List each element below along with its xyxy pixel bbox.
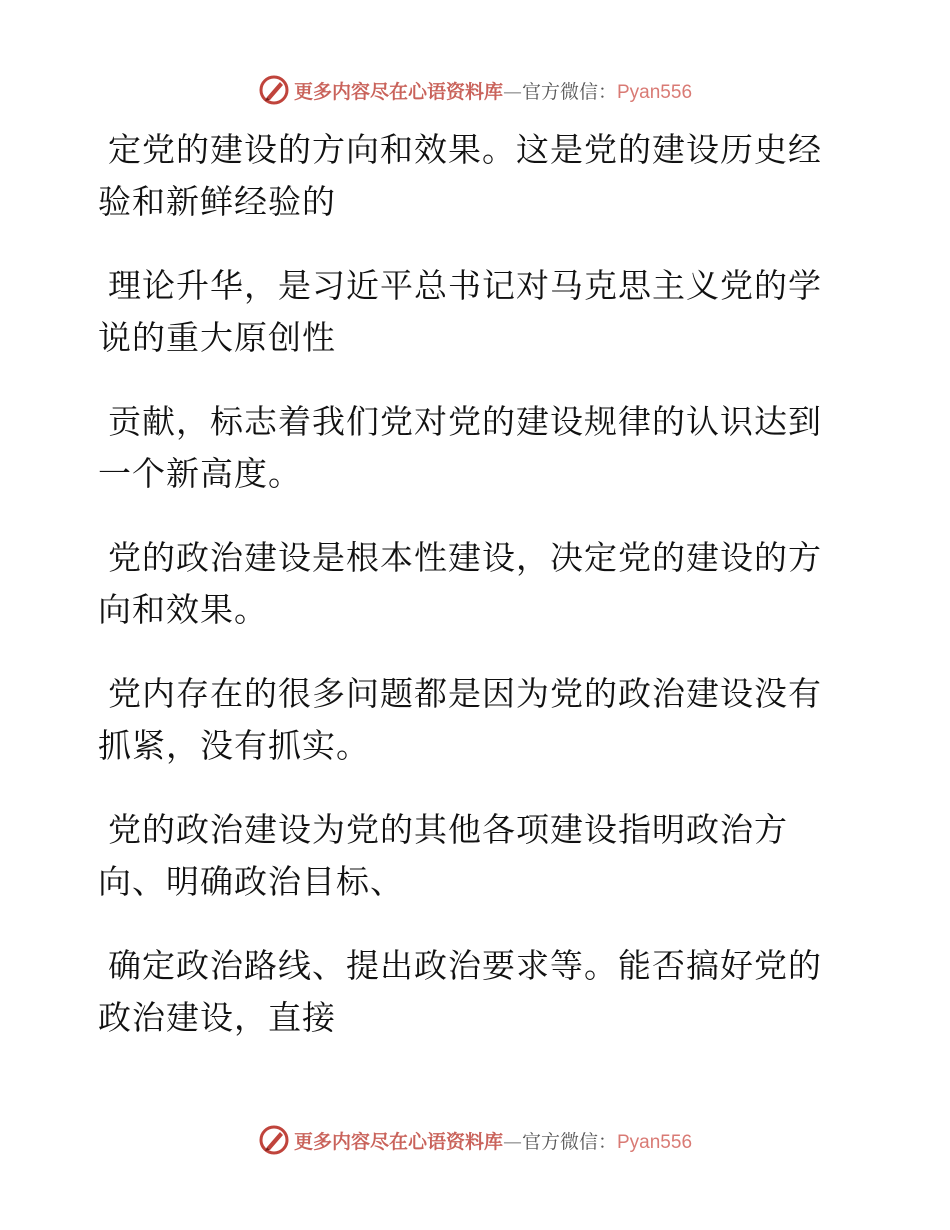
header-wechat-id: Pyan556 <box>617 81 693 103</box>
paragraph-line: 向、明确政治目标、 <box>98 862 404 901</box>
paragraph-line: 抓紧，没有抓实。 <box>98 726 370 765</box>
header-wechat-label: 官方微信： <box>521 80 617 103</box>
header-banner-text <box>294 77 692 104</box>
paragraph-line: 确定政治路线、提出政治要求等。能否搞好党的 <box>108 946 822 985</box>
paragraph-line: 政治建设，直接 <box>98 998 336 1037</box>
footer-promo-text: 更多内容尽在心语资料库 <box>293 1130 503 1153</box>
paragraph-line: 党内存在的很多问题都是因为党的政治建设没有 <box>108 674 822 713</box>
paragraph-line: 向和效果。 <box>98 590 268 629</box>
footer-separator: — <box>502 1130 522 1153</box>
paragraph <box>98 804 838 908</box>
header-separator: — <box>502 80 522 103</box>
footer-wechat-id: Pyan556 <box>617 1131 693 1153</box>
document-body <box>98 124 838 1076</box>
header-promo-text: 更多内容尽在心语资料库 <box>293 80 503 103</box>
paragraph <box>98 260 838 364</box>
footer-wechat-label: 官方微信： <box>521 1130 617 1153</box>
paragraph-line: 党的政治建设为党的其他各项建设指明政治方 <box>108 810 788 849</box>
paragraph-line: 说的重大原创性 <box>98 318 336 357</box>
paragraph <box>98 124 838 228</box>
footer-banner <box>0 1120 950 1160</box>
paragraph-line: 定党的建设的方向和效果。这是党的建设历史经 <box>108 130 822 169</box>
paragraph-line: 贡献，标志着我们党对党的建设规律的认识达到 <box>108 402 822 441</box>
footer-banner-text <box>294 1127 692 1154</box>
paragraph-line: 验和新鲜经验的 <box>98 182 336 221</box>
paragraph <box>98 668 838 772</box>
paragraph <box>98 940 838 1044</box>
pen-seal-logo-icon <box>258 1124 290 1156</box>
paragraph-line: 理论升华，是习近平总书记对马克思主义党的学 <box>108 266 822 305</box>
header-banner <box>0 70 950 110</box>
paragraph <box>98 396 838 500</box>
paragraph <box>98 532 838 636</box>
paragraph-line: 党的政治建设是根本性建设，决定党的建设的方 <box>108 538 822 577</box>
paragraph-line: 一个新高度。 <box>98 454 302 493</box>
pen-seal-logo-icon <box>258 74 290 106</box>
